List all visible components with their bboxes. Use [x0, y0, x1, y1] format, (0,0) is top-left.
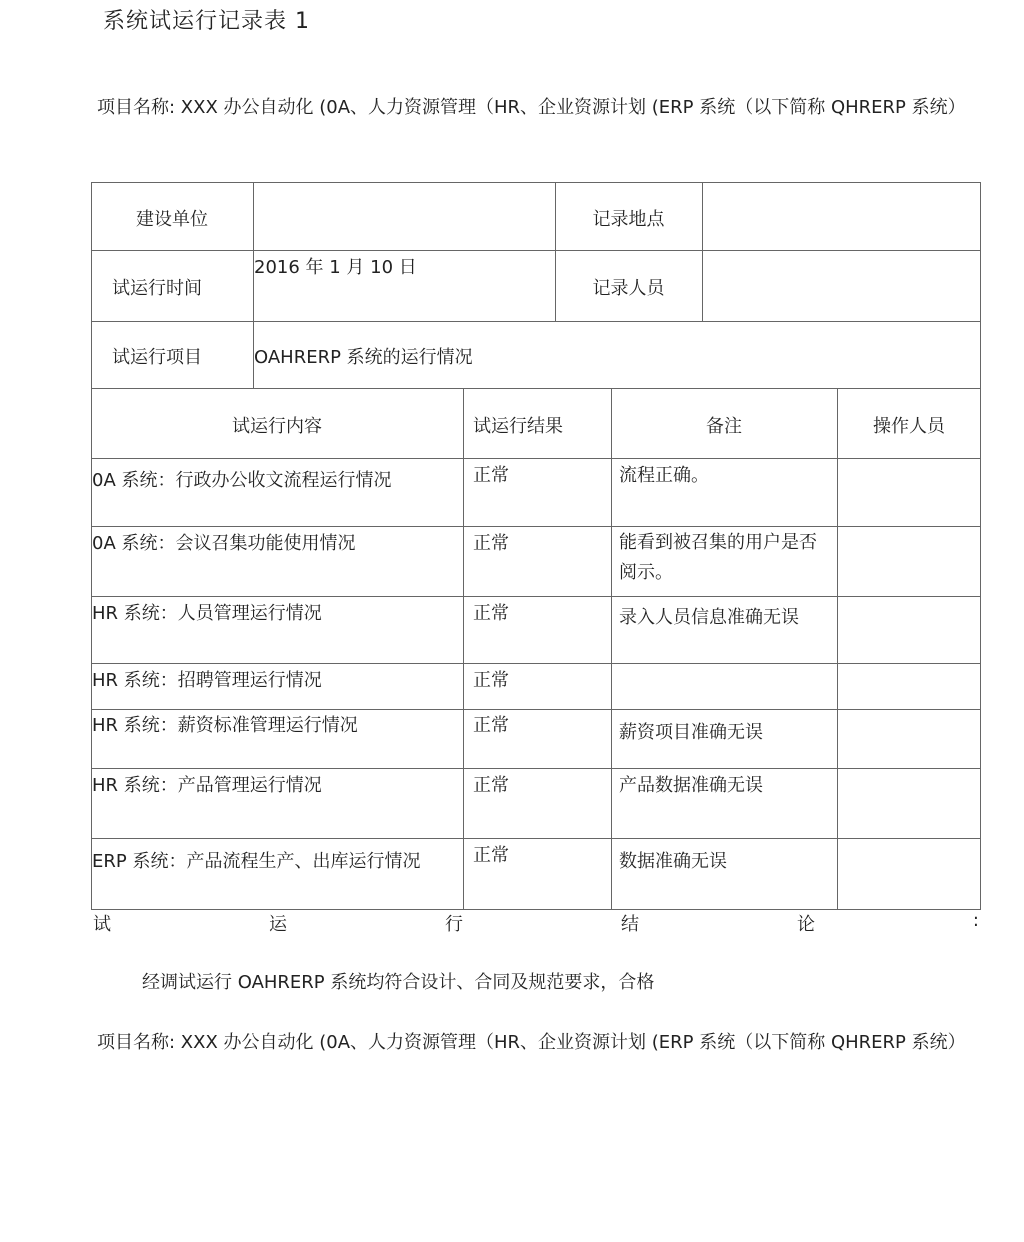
row-note: 数据准确无误 [619, 851, 727, 872]
column-header-operator: 操作人员 [873, 416, 945, 437]
project-name-repeat: 项目名称: XXX 办公自动化 (0A、人力资源管理（HR、企业资源计划 (ERP 系统（以下简称 QHRERP 系统） [97, 1032, 966, 1053]
conclusion-label-char: 试 [93, 914, 111, 935]
conclusion-label-char: : [972, 910, 979, 931]
trial-time-value: 2016 年 1 月 10 日 [254, 257, 417, 278]
conclusion-text: 经调试运行 OAHRERP 系统均符合设计、合同及规范要求，合格 [142, 972, 655, 993]
table-rule [91, 663, 981, 664]
row-result: 正常 [473, 845, 509, 866]
conclusion-label-char: 论 [796, 914, 815, 935]
column-header-note: 备注 [706, 416, 742, 437]
table-rule [91, 458, 981, 459]
row-result: 正常 [473, 715, 509, 736]
table-rule [91, 838, 981, 839]
row-result: 正常 [473, 670, 509, 691]
table-rule [837, 388, 838, 910]
row-content: ERP 系统：产品流程生产、出库运行情况 [92, 851, 421, 872]
table-rule [91, 321, 981, 322]
project-name: 项目名称: XXX 办公自动化 (0A、人力资源管理（HR、企业资源计划 (ERP 系统（以下简称 QHRERP 系统） [97, 97, 966, 118]
table-rule [555, 182, 556, 321]
table-rule [91, 526, 981, 527]
row-content: HR 系统：招聘管理运行情况 [92, 670, 322, 691]
conclusion-label-char: 运 [268, 914, 287, 935]
table-rule [91, 596, 981, 597]
column-header-result: 试运行结果 [473, 416, 563, 437]
table-rule [463, 388, 464, 910]
trial-item-label: 试运行项目 [112, 347, 202, 368]
table-rule [702, 182, 703, 321]
table-rule [91, 388, 981, 389]
table-rule [611, 388, 612, 910]
table-rule [91, 768, 981, 769]
row-note: 录入人员信息准确无误 [619, 607, 799, 628]
row-note: 薪资项目准确无误 [619, 722, 763, 743]
trial-time-label: 试运行时间 [112, 278, 202, 299]
row-note: 能看到被召集的用户是否阅示。 [619, 532, 817, 583]
row-content: HR 系统：产品管理运行情况 [92, 775, 322, 796]
conclusion-label-char: 行 [444, 914, 463, 935]
construction-unit-label: 建设单位 [136, 209, 208, 230]
conclusion-label [93, 910, 979, 936]
document-title: 系统试运行记录表 1 [103, 9, 310, 34]
record-location-label: 记录地点 [592, 209, 665, 230]
row-content: 0A 系统：会议召集功能使用情况 [92, 533, 356, 554]
row-content: HR 系统：薪资标准管理运行情况 [92, 715, 358, 736]
table-rule [91, 709, 981, 710]
column-header-content: 试运行内容 [232, 416, 322, 437]
row-result: 正常 [473, 603, 509, 624]
row-content: 0A 系统：行政办公收文流程运行情况 [92, 470, 392, 491]
row-note: 产品数据准确无误 [619, 775, 763, 796]
row-result: 正常 [473, 775, 509, 796]
row-content: HR 系统：人员管理运行情况 [92, 603, 322, 624]
table-rule [91, 250, 981, 251]
recorder-label: 记录人员 [592, 278, 665, 299]
trial-item-value: OAHRERP 系统的运行情况 [254, 347, 473, 368]
row-result: 正常 [473, 533, 509, 554]
row-note: 流程正确。 [619, 465, 709, 486]
row-result: 正常 [473, 465, 509, 486]
conclusion-label-char: 结 [620, 914, 639, 935]
